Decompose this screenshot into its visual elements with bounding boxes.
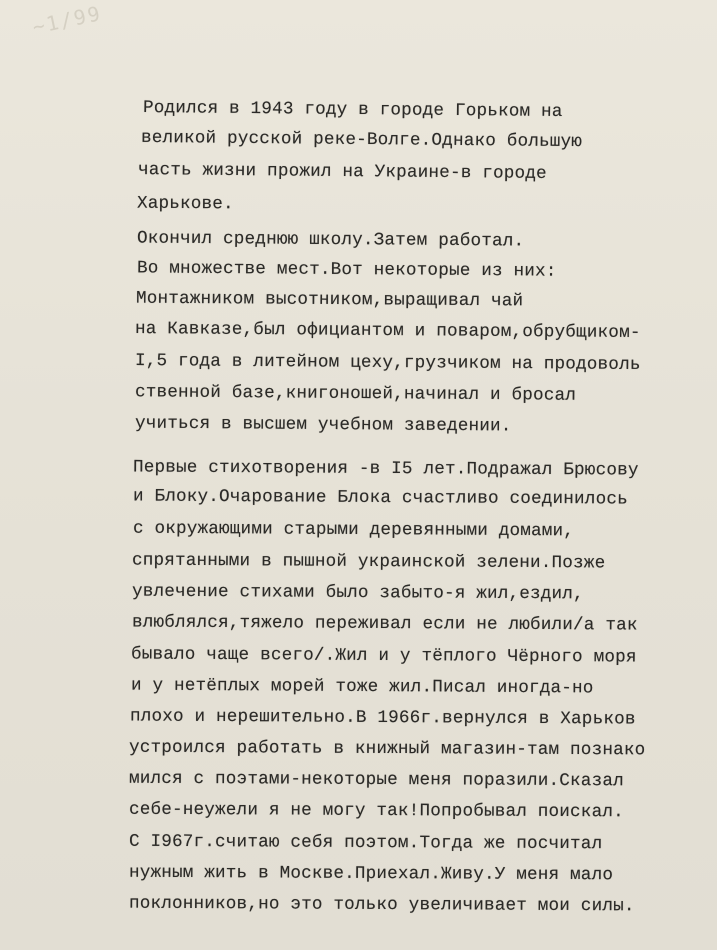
text-line: плохо и нерешительно.В 1966г.вернулся в Харьков	[129, 706, 636, 730]
text-line: влюблялся,тяжело переживал если не любили/а так	[131, 612, 638, 636]
text-line: устроился работать в книжный магазин-там познако	[128, 737, 646, 761]
text-line: часть жизни прожил на Украине-в городе	[137, 160, 547, 184]
text-line: увлечение стихами было забыто-я жил,ездил,	[131, 581, 584, 605]
text-line: Монтажником высотником,выращивал чай	[135, 288, 524, 312]
text-line: себе-неужели я не могу так!Попробывал поискал.	[128, 799, 624, 823]
text-line: ственной базе,книгоношей,начинал и бросал	[134, 382, 577, 406]
text-line: С I967г.считаю себя поэтом.Тогда же посчитал	[128, 831, 603, 855]
text-line: мился с поэтами-некоторые меня поразили.Сказал	[128, 768, 624, 792]
text-line: и Блоку.Очарование Блока счастливо соединилось	[132, 486, 628, 510]
text-line: Харькове.	[136, 193, 234, 215]
text-line: бывало чаще всего/.Жил и у тёплого Чёрного моря	[130, 644, 637, 668]
text-line: спрятанными в пышной украинской зелени.Позже	[131, 550, 606, 574]
text-line: поклонников,но это только увеличивает мои силы.	[128, 893, 635, 917]
text-line: с окружающими старыми деревянными домами,	[132, 518, 575, 542]
text-line: Окончил среднюю школу.Затем работал.	[136, 228, 525, 252]
text-line: Первые стихотворения -в I5 лет.Подражал Брюсову	[132, 457, 639, 481]
text-line: Во множестве мест.Вот некоторые из них:	[136, 258, 557, 282]
faded-corner-mark: ~1/99	[30, 0, 104, 40]
text-line: нужным жить в Москве.Приехал.Живу.У меня мало	[128, 862, 614, 886]
text-line: и у нетёплых морей тоже жил.Писал иногда-но	[130, 675, 594, 699]
text-line: на Кавказе,был официантом и поваром,обрубщиком-	[134, 319, 641, 343]
text-line: великой русской реке-Волге.Однако большую	[140, 127, 583, 153]
text-line: учиться в высшем учебном заведении.	[134, 413, 512, 437]
text-line: Родился в 1943 году в городе Горьком на	[142, 97, 563, 123]
text-line: I,5 года в литейном цеху,грузчиком на продоволь	[134, 351, 641, 375]
